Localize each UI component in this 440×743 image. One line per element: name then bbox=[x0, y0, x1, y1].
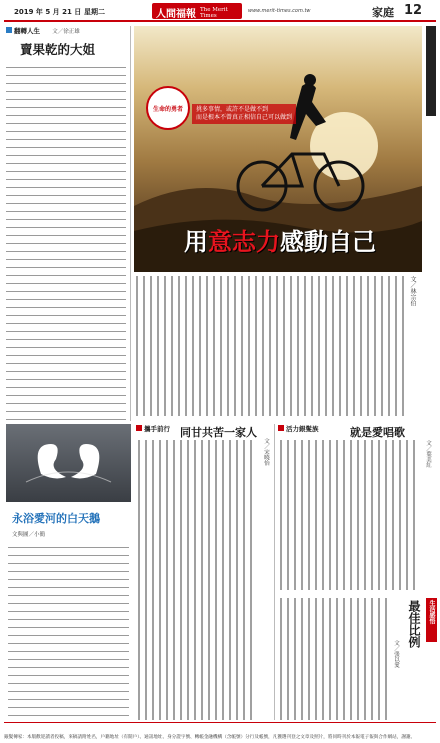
issue-weekday: 星期二 bbox=[84, 8, 105, 16]
page-number: 12 bbox=[404, 3, 423, 18]
middle-body-text bbox=[136, 440, 256, 720]
left-byline: 文／徐正雄 bbox=[52, 29, 80, 35]
logo-en: The Merit Times bbox=[200, 7, 228, 19]
bottom-byline: 文／張以愛 bbox=[393, 640, 399, 668]
right-body-text bbox=[278, 440, 420, 590]
column-divider bbox=[274, 424, 275, 720]
feature-badge-text: 生命的勇者 bbox=[152, 105, 183, 113]
right-edge-strip bbox=[426, 26, 436, 116]
section-name: 家庭 bbox=[372, 6, 394, 19]
kicker-marker-icon bbox=[6, 27, 12, 33]
feature-title-part-2: 感動自己 bbox=[280, 227, 376, 256]
left-kicker-text: 翻轉人生 bbox=[14, 27, 40, 35]
swan-title: 永浴愛河的白天鵝 bbox=[12, 512, 100, 525]
bottom-body-text bbox=[278, 598, 388, 720]
swan-byline: 文與圖／小簡 bbox=[12, 532, 46, 538]
kicker-marker-icon bbox=[278, 425, 284, 431]
middle-byline: 文／宋曉怡 bbox=[263, 438, 269, 466]
feature-title-part-1: 用 bbox=[184, 227, 208, 256]
feature-title-highlight: 意志力 bbox=[208, 227, 280, 256]
feature-sub-line-1: 挑多事情，或許不是做不到 bbox=[196, 106, 269, 113]
middle-kicker-text: 攜手前行 bbox=[144, 425, 170, 433]
feature-sub-line-2: 而是根本不曾真正相信自己可以做到 bbox=[196, 114, 293, 121]
footer-note bbox=[4, 722, 436, 740]
left-title: 賣果乾的大姐 bbox=[20, 42, 96, 57]
issue-date: 2019 年 5 月 21 日 bbox=[14, 8, 82, 16]
right-byline: 文／葉美紅 bbox=[425, 440, 431, 468]
feature-body-text bbox=[134, 276, 404, 416]
right-kicker bbox=[278, 424, 319, 433]
swan-image bbox=[6, 424, 131, 502]
feature-title bbox=[184, 222, 376, 257]
middle-kicker bbox=[136, 424, 170, 433]
feature-byline: 文／林宗伯 bbox=[409, 276, 416, 306]
bottom-kicker bbox=[426, 598, 437, 642]
left-kicker bbox=[6, 26, 128, 36]
right-title: 就是愛唱歌 bbox=[350, 426, 405, 439]
logo-cn: 人間福報 bbox=[156, 9, 196, 20]
right-kicker-text: 活力銀髮族 bbox=[286, 425, 319, 433]
bottom-title: 最佳比例 bbox=[407, 600, 421, 648]
feature-photo bbox=[134, 26, 422, 272]
feature-badge bbox=[146, 86, 190, 130]
website-url: www.merit-times.com.tw bbox=[248, 8, 311, 14]
bottom-kicker-text: 生活感悟 bbox=[428, 600, 435, 624]
kicker-marker-icon bbox=[136, 425, 142, 431]
left-body-text bbox=[6, 64, 126, 420]
swan-body-text bbox=[8, 544, 129, 720]
middle-title: 同甘共苦一家人 bbox=[180, 426, 257, 439]
swan-photo bbox=[6, 424, 131, 502]
masthead bbox=[4, 2, 436, 22]
footer-note-text: 銀髮傳家：本版歡迎讀者投稿，來稿請附姓名，戶籍地址（有開戶）、通訊地址、身分證字號、轉帳金融機構（含帳號）分行及帳號，凡獲選刊登之文章及照片，將同時刊於本報電子報與合作網站，謝謝。 bbox=[4, 735, 416, 740]
feature-subtitle bbox=[192, 104, 296, 124]
column-divider bbox=[130, 26, 131, 421]
newspaper-logo bbox=[152, 3, 242, 19]
left-article bbox=[6, 26, 128, 421]
